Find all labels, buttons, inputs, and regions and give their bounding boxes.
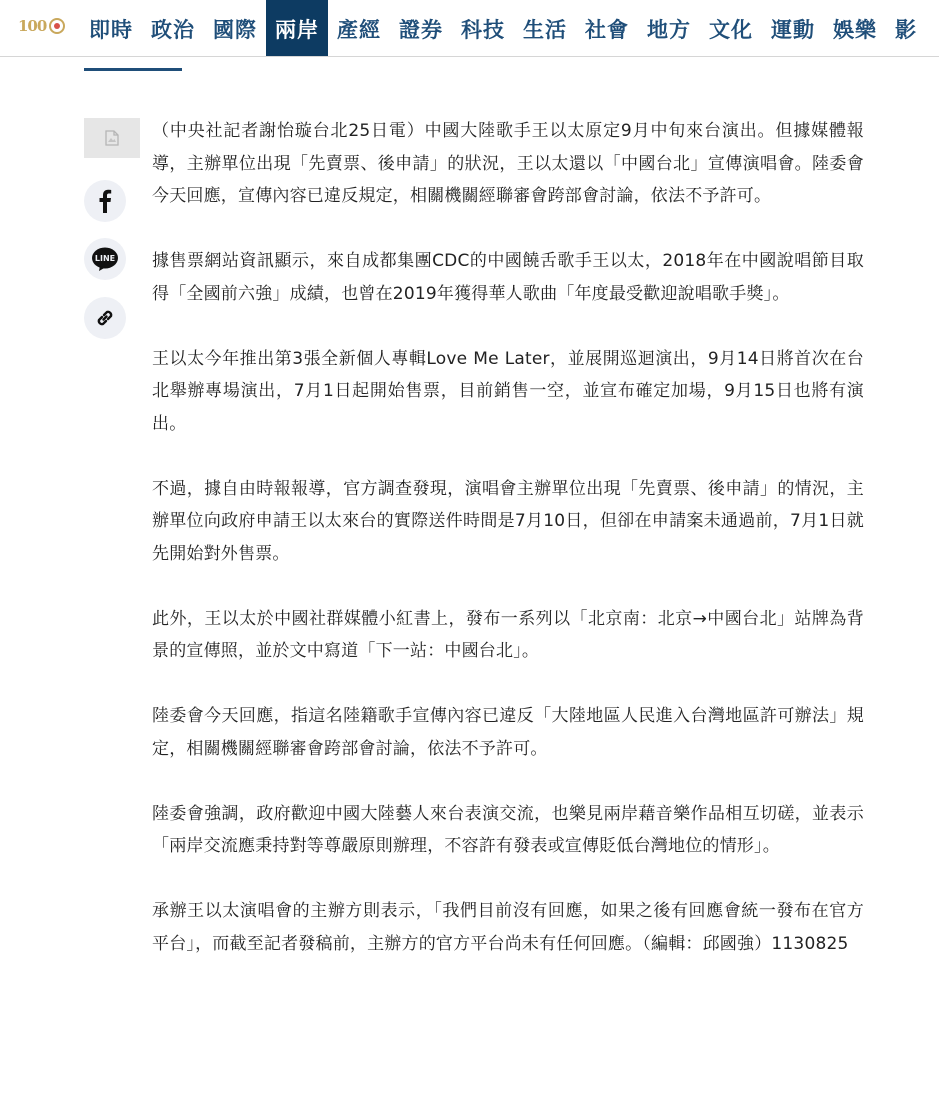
nav-item-sports[interactable]: 運動 xyxy=(771,17,815,42)
nav-item-culture[interactable]: 文化 xyxy=(709,17,753,42)
line-share-button[interactable] xyxy=(84,238,126,280)
article-paragraph: 陸委會強調，政府歡迎中國大陸藝人來台表演交流，也樂見兩岸藉音樂作品相互切磋，並表示「兩岸交流應秉持對等尊嚴原則辦理，不容許有發表或宣傳貶低台灣地位的情形」。 xyxy=(152,803,864,856)
nav-item-video[interactable]: 影 xyxy=(895,17,917,42)
nav-item-entertainment[interactable]: 娛樂 xyxy=(833,17,877,42)
section-underline xyxy=(84,68,182,71)
nav-item-international[interactable]: 國際 xyxy=(213,17,257,42)
line-label: LINE xyxy=(94,254,116,264)
nav-item-society[interactable]: 社會 xyxy=(585,17,629,42)
nav-item-life[interactable]: 生活 xyxy=(523,17,567,42)
share-rail xyxy=(84,118,140,264)
nav-item-securities[interactable]: 證券 xyxy=(399,17,443,42)
cna-logo[interactable] xyxy=(18,13,72,39)
nav-item-technology[interactable]: 科技 xyxy=(461,17,505,42)
article-body xyxy=(152,115,864,993)
article-paragraph: 不過，據自由時報報導，官方調查發現，演唱會主辦單位出現「先賣票、後申請」的情況，主辦單位向政府申請王以太來台的實際送件時間是7月10日，但卻在申請案未通過前，7月1日就先開始對外售票。 xyxy=(152,478,864,564)
nav-item-cross-strait[interactable]: 兩岸 xyxy=(266,0,328,57)
facebook-icon xyxy=(98,189,112,213)
line-icon xyxy=(91,246,119,272)
facebook-share-button[interactable] xyxy=(84,180,126,222)
logo-text: 100 xyxy=(18,17,47,35)
nav-item-economy[interactable]: 產經 xyxy=(337,17,381,42)
copy-link-button[interactable] xyxy=(84,297,126,339)
nav-list xyxy=(80,0,926,57)
nav-item-local[interactable]: 地方 xyxy=(647,17,691,42)
image-placeholder-icon[interactable] xyxy=(84,118,140,158)
article-paragraph: 此外，王以太於中國社群媒體小紅書上，發布一系列以「北京南：北京→中國台北」站牌為背景的宣傳照，並於文中寫道「下一站：中國台北」。 xyxy=(152,608,864,661)
link-icon xyxy=(94,307,116,329)
article-paragraph: 陸委會今天回應，指這名陸籍歌手宣傳內容已違反「大陸地區人民進入台灣地區許可辦法」規定，相關機關經聯審會跨部會討論，依法不予許可。 xyxy=(152,706,864,759)
article-paragraph: 據售票網站資訊顯示，來自成都集團CDC的中國饒舌歌手王以太，2018年在中國說唱節目取得「全國前六強」成績，也曾在2019年獲得華人歌曲「年度最受歡迎說唱歌手獎」。 xyxy=(152,251,864,304)
logo-seal-icon xyxy=(49,18,65,34)
article-paragraph: 王以太今年推出第3張全新個人專輯Love Me Later，並展開巡迴演出，9月14日將首次在台北舉辦專場演出，7月1日起開始售票，目前銷售一空，並宣布確定加場，9月15日也將有演出。 xyxy=(152,348,864,434)
article-paragraph: （中央社記者謝怡璇台北25日電）中國大陸歌手王以太原定9月中旬來台演出。但據媒體報導，主辦單位出現「先賣票、後申請」的狀況，王以太還以「中國台北」宣傳演唱會。陸委會今天回應，宣傳內容已違反規定，相關機關經聯審會跨部會討論，依法不予許可。 xyxy=(152,121,864,206)
top-navigation xyxy=(0,0,939,57)
nav-item-politics[interactable]: 政治 xyxy=(151,17,195,42)
nav-item-instant[interactable]: 即時 xyxy=(89,17,133,42)
article-paragraph: 承辦王以太演唱會的主辦方則表示，「我們目前沒有回應，如果之後有回應會統一發布在官方平台」，而截至記者發稿前，主辦方的官方平台尚未有任何回應。（編輯：邱國強）1130825 xyxy=(152,901,864,954)
